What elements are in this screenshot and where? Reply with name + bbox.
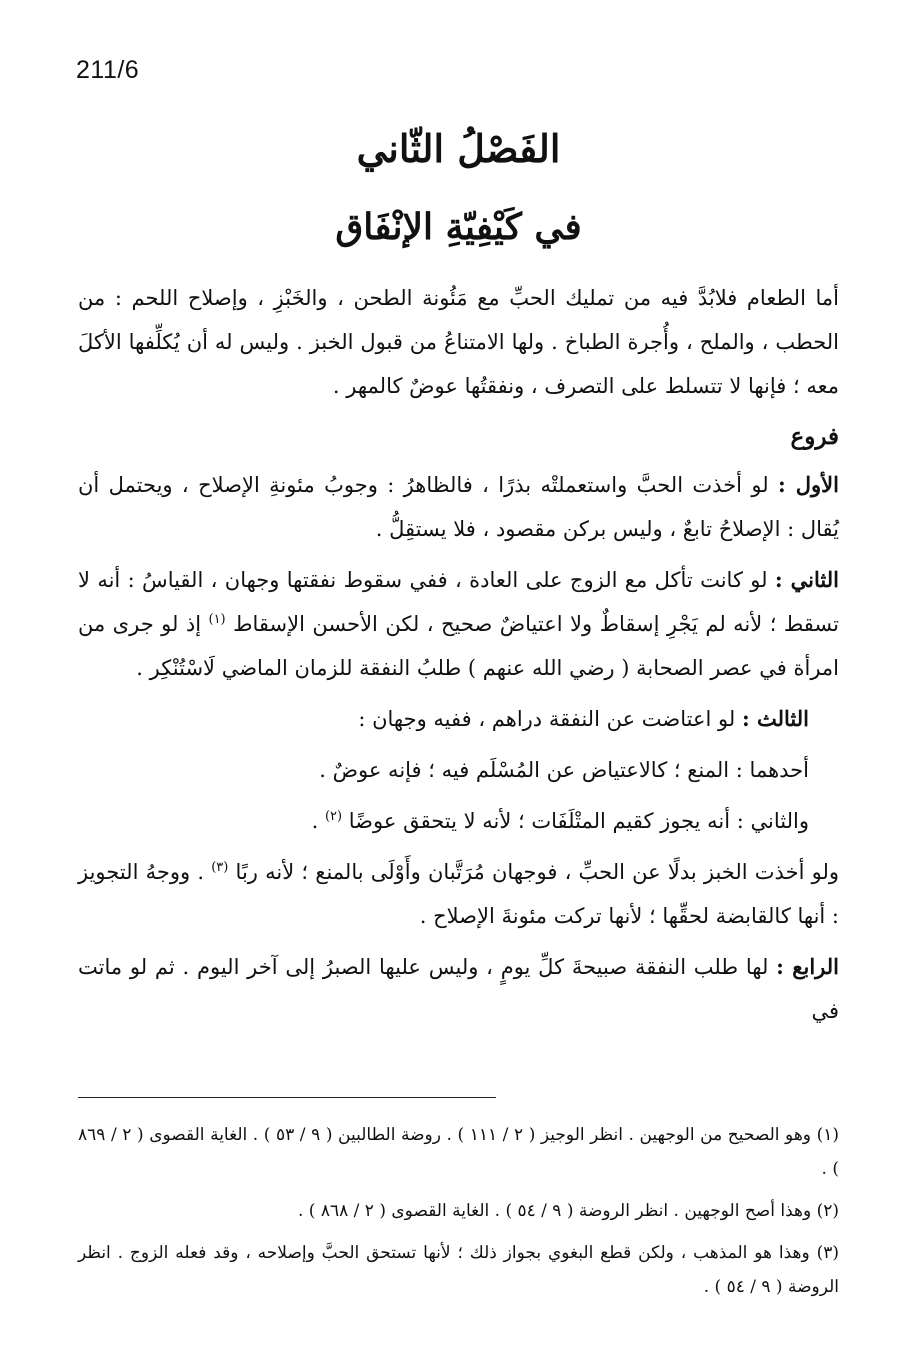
branch-second-label: الثاني : [774,567,839,592]
option-2-text: والثاني : أنه يجوز كقيم المتْلَفَات ؛ لأنه لا يتحقق عوضًا [348,809,809,833]
main-text [78,276,839,1040]
branch-fourth-text: لها طلب النفقة صبيحةَ كلِّ يومٍ ، وليس عليها الصبرُ إلى آخر اليوم . ثم لو ماتت في [78,955,839,1023]
chapter-title: الفَصْلُ الثّاني [356,126,561,171]
bread-text-b: . ووجهُ التجويز : أنها كالقابضة لحقِّها ؛ لأنها تركت مئونةَ الإصلاح . [78,860,839,928]
branch-third-option-2 [78,799,839,843]
section-heading: فروع [790,423,839,450]
branch-second [78,558,839,690]
branch-third-bread [78,850,839,938]
footnote-ref-3: (٣) [211,860,229,875]
intro-paragraph: أما الطعام فلابُدَّ فيه من تمليك الحبِّ مع مَئُونة الطحن ، والخَبْزِ ، وإصلاح اللحم : من الحطب ، والملح ، وأُجرة الطباخ . ولها الامتناعُ من قبول الخبز . وليس له أن يُكلِّفها الأكلَ معه ؛ فإنها لا تتسلط على التصرف ، ونفقتُها عوضٌ كالمهر . [78,286,839,398]
branch-first-text: لو أخذت الحبَّ واستعملتْه بذرًا ، فالظاهرُ : وجوبُ مئونةِ الإصلاح ، ويحتمل أن يُقال : الإصلاحُ تابعٌ ، وليس بركن مقصود ، فلا يستقِلُّ . [78,473,839,541]
branch-third [78,697,839,741]
branch-second-text-a: لو كانت تأكل مع الزوج على العادة ، ففي سقوط نفقتها وجهان ، القياسُ : أنه لا تسقط ؛ لأنه لم يَجْرِ إسقاطٌ ولا اعتياضٌ صحيح ، لكن الأحسن الإسقاط [78,568,839,636]
footnote-3: (٣) وهذا هو المذهب ، ولكن قطع البغوي بجواز ذلك ؛ لأنها تستحق الحبَّ وإصلاحه ، وقد فعله الزوج . انظر الروضة ( ٩ / ٥٤ ) . [78,1243,839,1297]
branch-first-label: الأول : [778,472,839,497]
branch-third-text: لو اعتاضت عن النفقة دراهم ، ففيه وجهان : [358,707,736,731]
branch-third-label: الثالث : [741,706,809,731]
footnote-ref-2: (٢) [324,809,343,824]
footnote-ref-1: (١) [208,612,226,627]
page-number: 211/6 [76,56,140,84]
branch-fourth [78,945,839,1033]
option-2-end: . [311,809,319,833]
footnote-divider [78,1097,496,1098]
branch-fourth-label: الرابع : [776,954,839,979]
footnote-1: (١) وهو الصحيح من الوجهين . انظر الوجيز ( ٢ / ١١١ ) . روضة الطالبين ( ٩ / ٥٣ ) . الغاية القصوى ( ٢ / ٨٦٩ ) . [78,1125,839,1179]
branch-first [78,463,839,551]
footnote-2: (٢) وهذا أصح الوجهين . انظر الروضة ( ٩ / ٥٤ ) . الغاية القصوى ( ٢ / ٨٦٨ ) . [297,1201,839,1221]
branch-second-text-b: إذ لو جرى من امرأة في عصر الصحابة ( رضي الله عنهم ) طلبُ النفقة للزمان الماضي لَاسْتُنْكِر . [78,612,839,680]
footnotes [78,1118,839,1312]
bread-text-a: ولو أخذت الخبز بدلًا عن الحبِّ ، فوجهان مُرَتَّبان وأَوْلَى بالمنع ؛ لأنه ربًا [235,860,839,884]
branch-third-option-1: أحدهما : المنع ؛ كالاعتياض عن المُسْلَم فيه ؛ فإنه عوضٌ . [319,758,809,782]
chapter-subtitle: في كَيْفِيّةِ الإنْفَاق [335,206,582,248]
